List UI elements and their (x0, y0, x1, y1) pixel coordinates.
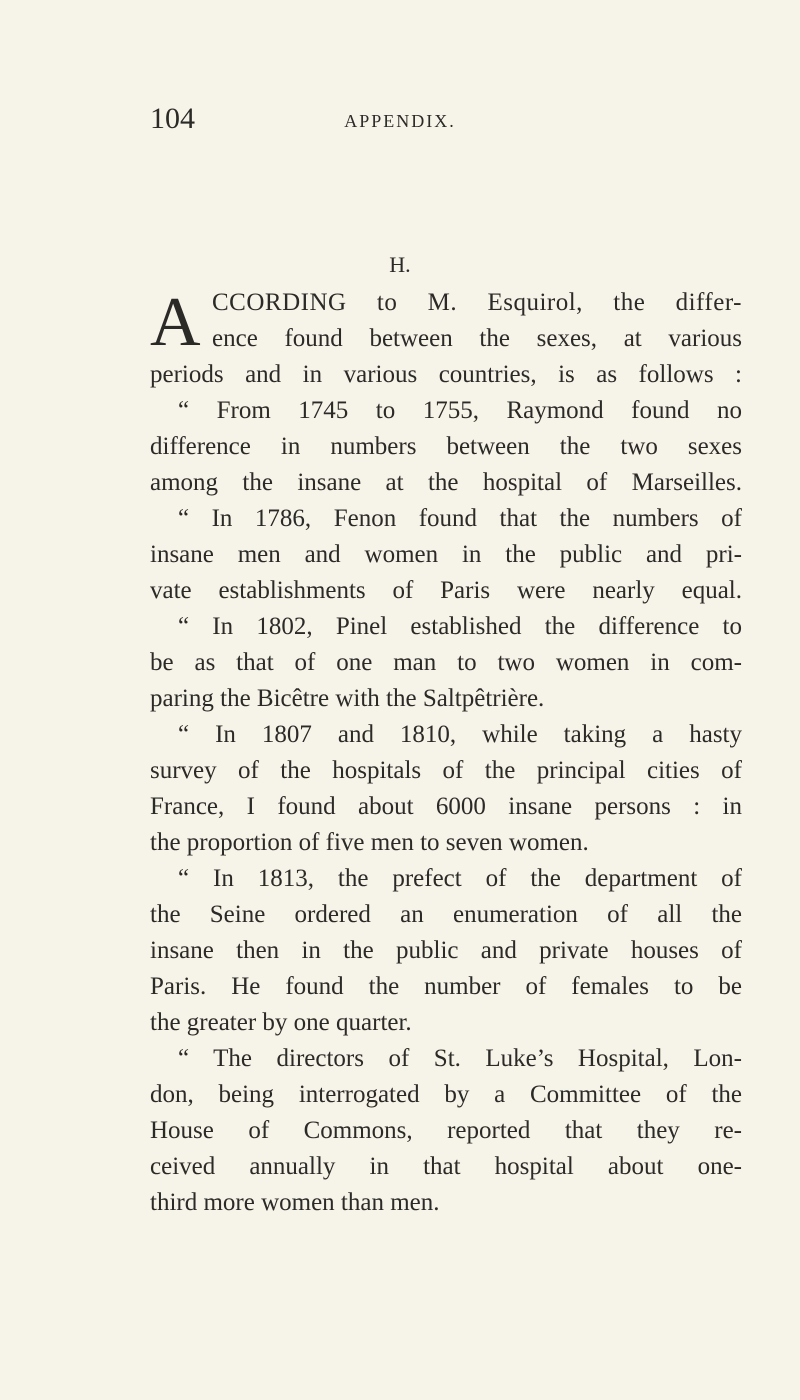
text-line: France, I found about 6000 insane persons : in (150, 793, 742, 820)
text-line: “ The directors of St. Luke’s Hospital, Lon- (178, 1045, 742, 1072)
text-line: “ In 1786, Fenon found that the numbers of (178, 505, 742, 532)
text-line: vate establishments of Paris were nearly equal. (150, 577, 742, 604)
text-line: “ From 1745 to 1755, Raymond found no (178, 397, 742, 424)
text-line: paring the Bicêtre with the Saltpêtrière. (150, 685, 545, 712)
text-line: be as that of one man to two women in com- (150, 649, 742, 676)
text-line: among the insane at the hospital of Marseilles. (150, 469, 742, 496)
text-line: insane then in the public and private houses of (150, 937, 742, 964)
text-line: ceived annually in that hospital about one- (150, 1153, 742, 1180)
text-line: the Seine ordered an enumeration of all the (150, 901, 742, 928)
text-line: don, being interrogated by a Committee of the (150, 1081, 742, 1108)
text-line: “ In 1813, the prefect of the department of (178, 865, 742, 892)
text-line: difference in numbers between the two sexes (150, 433, 742, 460)
text-line: the greater by one quarter. (150, 1009, 412, 1036)
text-line: Paris. He found the number of females to be (150, 973, 742, 1000)
text-line: CCORDING to M. Esquirol, the differ- (212, 289, 742, 316)
text-line: insane men and women in the public and pri- (150, 541, 742, 568)
section-heading: H. (389, 252, 411, 277)
text-line: periods and in various countries, is as follows : (150, 361, 742, 388)
text-line: House of Commons, reported that they re- (150, 1117, 742, 1144)
page-number: 104 (150, 102, 195, 135)
text-line: “ In 1802, Pinel established the difference to (178, 613, 742, 640)
text-line: survey of the hospitals of the principal cities of (150, 757, 742, 784)
drop-cap: A (150, 284, 201, 361)
text-line: ence found between the sexes, at various (212, 325, 742, 352)
running-head: APPENDIX. (344, 111, 456, 131)
text-line: “ In 1807 and 1810, while taking a hasty (178, 721, 742, 748)
body-text (150, 285, 742, 1221)
text-line: third more women than men. (150, 1189, 440, 1216)
text-line: the proportion of five men to seven women. (150, 829, 589, 856)
